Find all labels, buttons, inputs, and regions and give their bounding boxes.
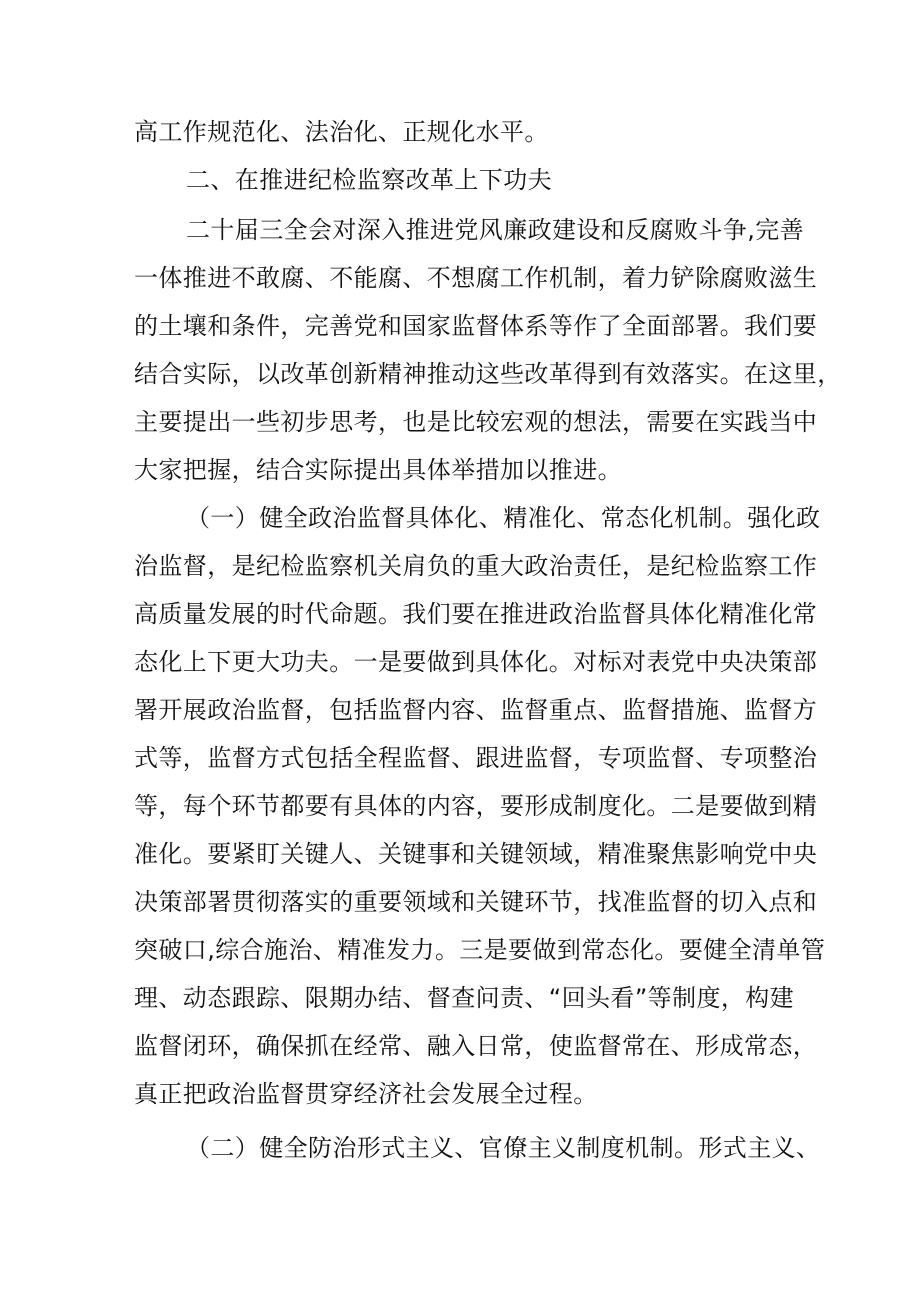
text-line: 大家把握，结合实际提出具体举措加以推进。: [134, 456, 622, 484]
text-line: 突破口,综合施治、精准发力。三是要做到常态化。要健全清单管: [134, 936, 826, 964]
text-line: 决策部署贯彻落实的重要领域和关键环节，找准监督的切入点和: [134, 888, 818, 916]
text-line: 署开展政治监督，包括监督内容、监督重点、监督措施、监督方: [134, 696, 818, 724]
text-line: 准化。要紧盯关键人、关键事和关键领域，精准聚焦影响党中央: [134, 840, 818, 868]
text-line: 式等，监督方式包括全程监督、跟进监督，专项监督、专项整治: [134, 744, 818, 772]
text-line: 真正把政治监督贯穿经济社会发展全过程。: [134, 1080, 598, 1108]
text-line: 一体推进不敢腐、不能腐、不想腐工作机制，着力铲除腐败滋生: [134, 264, 818, 292]
section-heading: 二、在推进纪检监察改革上下功夫: [186, 166, 552, 194]
text-line: 的土壤和条件，完善党和国家监督体系等作了全面部署。我们要: [134, 312, 818, 340]
text-line: 治监督，是纪检监察机关肩负的重大政治责任，是纪检监察工作: [134, 552, 818, 580]
text-line: 态化上下更大功夫。一是要做到具体化。对标对表党中央决策部: [134, 648, 818, 676]
text-line: 结合实际，以改革创新精神推动这些改革得到有效落实。在这里，: [134, 360, 842, 388]
text-line: 高质量发展的时代命题。我们要在推进政治监督具体化精准化常: [134, 600, 818, 628]
text-line: 主要提出一些初步思考，也是比较宏观的想法，需要在实践当中: [134, 408, 818, 436]
text-line: 等，每个环节都要有具体的内容，要形成制度化。二是要做到精: [134, 792, 818, 820]
subsection-heading: （二）健全防治形式主义、官僚主义制度机制。形式主义、: [186, 1134, 821, 1162]
text-line: 二十届三全会对深入推进党风廉政建设和反腐败斗争,完善: [186, 216, 805, 244]
text-line: 理、动态跟踪、限期办结、督查问责、“回头看”等制度，构建: [134, 984, 795, 1012]
text-line: 高工作规范化、法治化、正规化水平。: [134, 118, 549, 146]
text-line: 监督闭环，确保抓在经常、融入日常，使监督常在、形成常态，: [134, 1032, 818, 1060]
subsection-heading: （一）健全政治监督具体化、精准化、常态化机制。强化政: [186, 504, 821, 532]
